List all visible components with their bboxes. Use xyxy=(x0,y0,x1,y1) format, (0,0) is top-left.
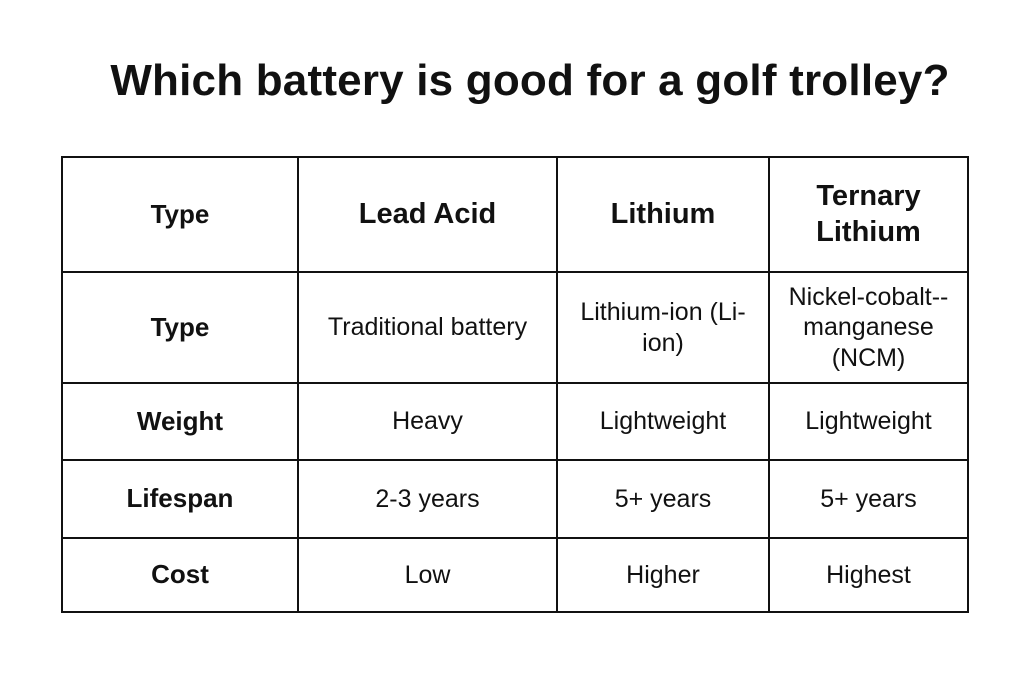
table-cell: 5+ years xyxy=(557,460,769,538)
header-label-cell: Type xyxy=(62,157,298,272)
table-row xyxy=(62,383,968,460)
battery-comparison-table xyxy=(61,156,969,613)
table-cell: Highest xyxy=(769,538,968,612)
table-cell: Higher xyxy=(557,538,769,612)
table-cell: 5+ years xyxy=(769,460,968,538)
column-header-lead-acid: Lead Acid xyxy=(298,157,557,272)
table-cell: Nickel-cobalt--manganese (NCM) xyxy=(769,272,968,383)
row-label: Weight xyxy=(62,383,298,460)
page-title: Which battery is good for a golf trolley? xyxy=(110,56,950,105)
table-cell: Traditional battery xyxy=(298,272,557,383)
table-cell: Low xyxy=(298,538,557,612)
table-cell: 2-3 years xyxy=(298,460,557,538)
row-label: Lifespan xyxy=(62,460,298,538)
table-row xyxy=(62,538,968,612)
row-label: Cost xyxy=(62,538,298,612)
column-header-ternary-lithium: Ternary Lithium xyxy=(769,157,968,272)
table-header-row xyxy=(62,157,968,272)
table-row xyxy=(62,460,968,538)
table-row xyxy=(62,272,968,383)
table-cell: Lightweight xyxy=(557,383,769,460)
table-cell: Heavy xyxy=(298,383,557,460)
row-label: Type xyxy=(62,272,298,383)
table-cell: Lightweight xyxy=(769,383,968,460)
column-header-lithium: Lithium xyxy=(557,157,769,272)
table-cell: Lithium-ion (Li-ion) xyxy=(557,272,769,383)
